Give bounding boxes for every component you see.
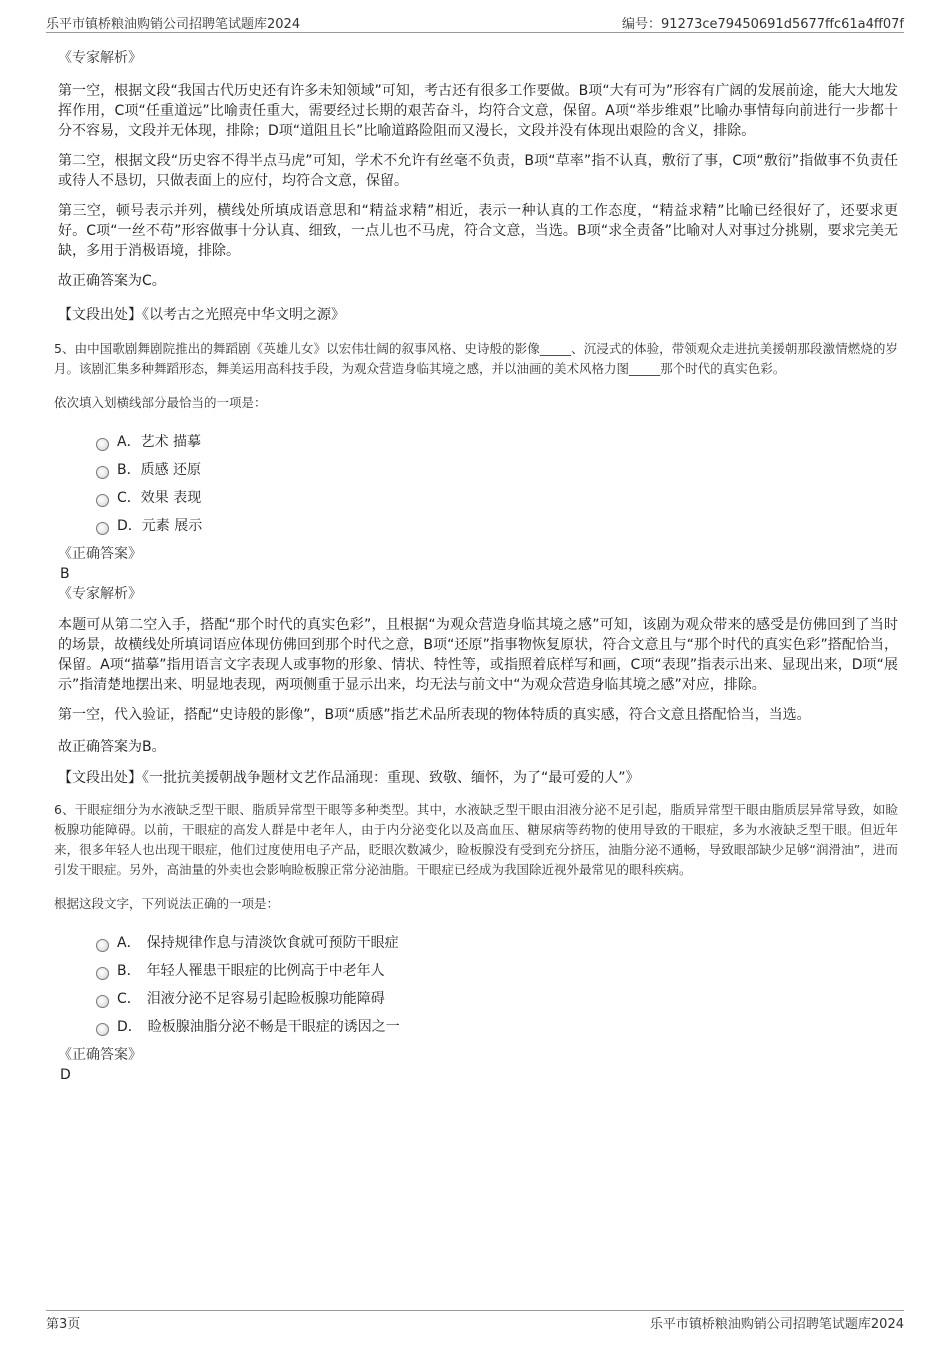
option-letter: B． [117, 462, 141, 478]
q6-option-d[interactable] [96, 1013, 898, 1041]
q6-stem: 6、干眼症细分为水液缺乏型干眼、脂质异常型干眼等多种类型。其中，水液缺乏型干眼由泪液分泌不足引起，脂质异常型干眼由脂质层异常导致，如睑板腺功能障碍。以前，干眼症的高发人群是中老年人，由于内分泌变化以及高血压、糖尿病等药物的使用导致的干眼症，多为水液缺乏型干眼。但近年来，很多年轻人也出现干眼症，他们过度使用电子产品，眨眼次数减少，睑板腺没有受到充分挤压，油脂分泌不通畅，导致眼部缺少足够“润滑油”，进而引发干眼症。另外，高油量的外卖也会影响睑板腺正常分泌油脂。干眼症已经成为我国除近视外最常见的眼科疾病。 [54, 802, 898, 877]
q5-stem: 5、由中国歌剧舞剧院推出的舞蹈剧《英雄儿女》以宏伟壮阔的叙事风格、史诗般的影像_____、沉浸式的体验，带领观众走进抗美援朝那段激情燃烧的岁月。该剧汇集多种舞蹈形态，舞美运用高科技手段，为观众营造身临其境之感，并以油画的美术风格力图_____那个时代的真实色彩。 [54, 341, 898, 376]
q6-answer: D [60, 1067, 71, 1083]
q5-analysis-tag: 《专家解析》 [58, 586, 142, 602]
q5-option-d[interactable] [96, 512, 898, 540]
option-text: 元素 展示 [141, 518, 203, 534]
q5-option-a[interactable] [96, 428, 898, 456]
option-letter: D． [117, 1019, 142, 1035]
radio-icon[interactable] [96, 939, 109, 952]
header-code: 编号：91273ce79450691d5677ffc61a4ff07f [622, 17, 904, 32]
radio-icon[interactable] [96, 522, 109, 535]
footer-title: 乐平市镇桥粮油购销公司招聘笔试题库2024 [649, 1317, 904, 1332]
option-text: 质感 还原 [140, 462, 202, 478]
q6-prompt: 根据这段文字，下列说法正确的一项是： [54, 896, 280, 911]
radio-icon[interactable] [96, 494, 109, 507]
q4-analysis [58, 48, 898, 325]
option-letter: A． [117, 935, 141, 951]
q6-answer-tag: 《正确答案》 [58, 1047, 142, 1063]
q4-analysis-p1: 第一空，根据文段“我国古代历史还有许多未知领域”可知，考古还有很多工作要做。B项“大有可为”形容有广阔的发展前途，能大大地发挥作用，C项“任重道远”比喻责任重大，需要经过长期的艰苦奋斗，均符合文意，保留。A项“举步维艰”比喻办事情每向前进行一步都十分不容易，文段并无体现，排除；D项“道阻且长”比喻道路险阻而又漫长，文段并没有体现出艰险的含义，排除。 [58, 83, 898, 139]
radio-icon[interactable] [96, 438, 109, 451]
radio-icon[interactable] [96, 967, 109, 980]
option-letter: C． [117, 490, 141, 506]
q5-analysis-p1: 本题可从第二空入手，搭配“那个时代的真实色彩”，且根据“为观众营造身临其境之感”可知，该剧为观众带来的感受是仿佛回到了当时的场景，故横线处所填词语应体现仿佛回到那个时代之意，B项“还原”指事物恢复原状，符合文意且与“那个时代的真实色彩”搭配恰当，保留。A项“描摹”指用语言文字表现人或事物的形象、情状、特性等，或指照着底样写和画，C项“表现”指表示出来、显现出来，D项“展示”指清楚地摆出来、明显地表现，两项侧重于显示出来，均无法与前文中“为观众营造身临其境之感”对应，排除。 [58, 617, 898, 693]
q5-option-b[interactable] [96, 456, 898, 484]
q5-options [96, 428, 898, 540]
option-letter: D． [117, 518, 142, 534]
option-text: 睑板腺油脂分泌不畅是干眼症的诱因之一 [147, 1019, 400, 1035]
q6-option-a[interactable] [96, 929, 898, 957]
page-content [54, 48, 898, 1085]
q6-options [96, 929, 898, 1041]
option-text: 保持规律作息与清淡饮食就可预防干眼症 [146, 935, 399, 951]
option-text: 泪液分泌不足容易引起睑板腺功能障碍 [146, 991, 385, 1007]
q6-option-c[interactable] [96, 985, 898, 1013]
option-letter: A． [117, 434, 141, 450]
radio-icon[interactable] [96, 995, 109, 1008]
q5-source: 【文段出处】《一批抗美援朝战争题材文艺作品涌现：重现、致敬、缅怀，为了“最可爱的人”》 [58, 770, 640, 786]
footer-page-number: 第3页 [46, 1317, 81, 1332]
q5-option-c[interactable] [96, 484, 898, 512]
question-6 [54, 800, 898, 1085]
q5-analysis-p2: 第一空，代入验证，搭配“史诗般的影像”，B项“质感”指艺术品所表现的物体特质的真实感，符合文意且搭配恰当，当选。 [58, 707, 811, 723]
option-text: 艺术 描摹 [140, 434, 202, 450]
radio-icon[interactable] [96, 466, 109, 479]
footer-divider [46, 1310, 904, 1311]
q4-final-answer: 故正确答案为C。 [58, 273, 166, 289]
q4-analysis-tag: 《专家解析》 [58, 50, 142, 66]
q6-option-b[interactable] [96, 957, 898, 985]
q5-answer-tag: 《正确答案》 [58, 546, 142, 562]
radio-icon[interactable] [96, 1023, 109, 1036]
q4-analysis-p2: 第二空，根据文段“历史容不得半点马虎”可知，学术不允许有丝毫不负责，B项“草率”指不认真，敷衍了事，C项“敷衍”指做事不负责任或待人不恳切，只做表面上的应付，均符合文意，保留。 [58, 153, 898, 189]
q4-analysis-p3: 第三空，顿号表示并列，横线处所填成语意思和“精益求精”相近，表示一种认真的工作态度，“精益求精”比喻已经很好了，还要求更好。C项“一丝不苟”形容做事十分认真、细致，一点儿也不马虎，符合文意，当选。B项“求全责备”比喻对人对事过分挑剔，要求完美无缺，多用于消极语境，排除。 [58, 203, 898, 259]
header-title: 乐平市镇桥粮油购销公司招聘笔试题库2024 [46, 17, 301, 32]
header-divider [46, 32, 904, 33]
option-text: 效果 表现 [140, 490, 202, 506]
option-text: 年轻人罹患干眼症的比例高于中老年人 [146, 963, 385, 979]
question-5 [54, 339, 898, 788]
q5-final-answer: 故正确答案为B。 [58, 739, 166, 755]
q5-answer: B [60, 566, 70, 582]
q5-prompt: 依次填入划横线部分最恰当的一项是： [54, 395, 267, 410]
q4-source: 【文段出处】《以考古之光照亮中华文明之源》 [58, 307, 345, 323]
option-letter: C． [117, 991, 141, 1007]
option-letter: B． [117, 963, 141, 979]
